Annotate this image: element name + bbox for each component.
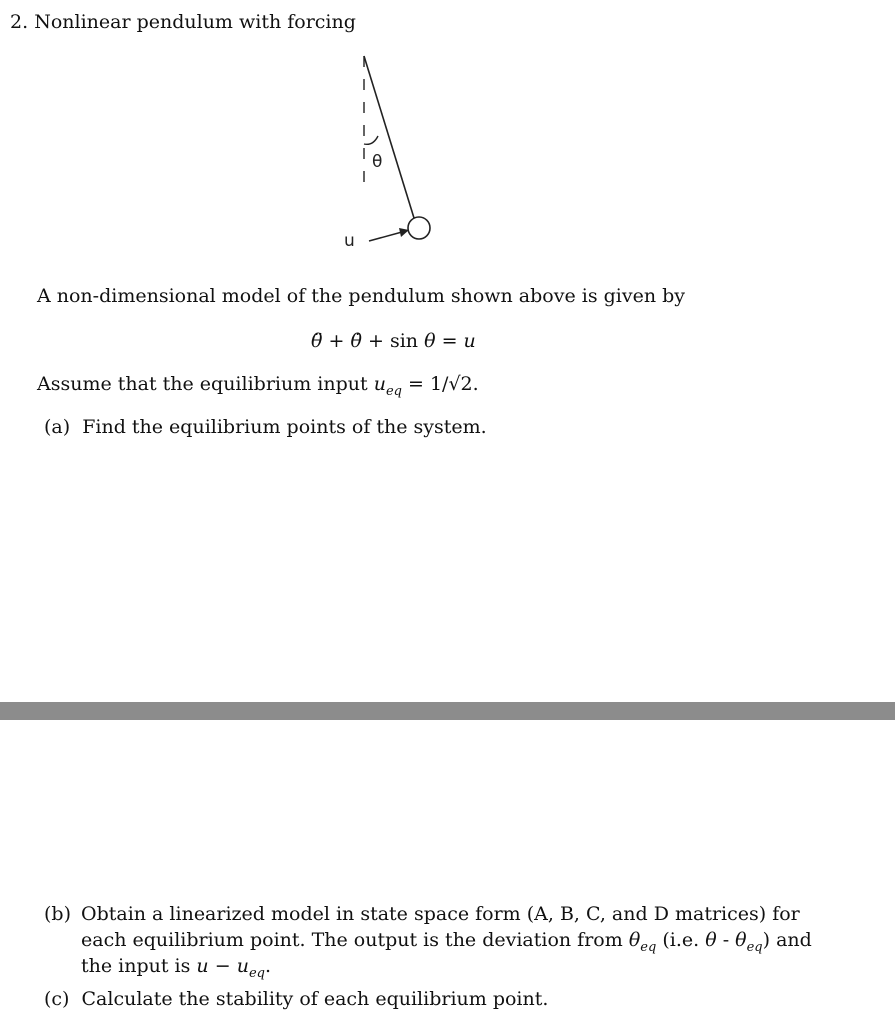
input-label: u (344, 231, 355, 251)
pendulum-rod (364, 56, 414, 218)
force-arrow-shaft (369, 232, 402, 241)
part-c-text: Calculate the stability of each equilibrium point. (81, 988, 549, 1010)
page-divider (0, 702, 895, 720)
u-eq-symbol: u (373, 373, 386, 395)
assumption-text (37, 371, 479, 405)
pendulum-equation (311, 328, 476, 354)
theta-symbol: θ (705, 929, 717, 951)
pendulum-bob (408, 217, 430, 239)
theta-dot: θ̇ (350, 330, 362, 352)
u-eq-value: = 1/√2. (408, 373, 479, 395)
part-c (44, 986, 548, 1012)
sin-function: sin (389, 330, 419, 352)
theta-eq-symbol: θ (628, 929, 641, 951)
u-eq-subscript: eq (385, 384, 402, 399)
problem-heading (10, 9, 356, 35)
part-c-label: (c) (44, 988, 70, 1010)
part-a-label: (a) (44, 416, 71, 438)
ie-text: (i.e. (662, 929, 700, 951)
period: . (264, 955, 271, 977)
intro-text: A non-dimensional model of the pendulum shown above is given by (37, 285, 686, 307)
problem-title: Nonlinear pendulum with forcing (34, 11, 356, 33)
plus-sign: + (328, 330, 345, 352)
equals-sign: = (441, 330, 458, 352)
pendulum-figure (330, 50, 450, 260)
minus-sign: − (214, 955, 231, 977)
assumption-label: Assume that the equilibrium input (37, 373, 368, 395)
theta-eq-subscript: eq (746, 940, 763, 955)
angle-arc (364, 136, 378, 144)
input-symbol: u (463, 330, 476, 352)
part-b-line-1: Obtain a linearized model in state space form (A, B, C, and D matrices) for (81, 903, 800, 925)
theta-eq-symbol: θ (735, 929, 747, 951)
part-b-line-2-end: ) and (762, 929, 812, 951)
theta-symbol: θ (424, 330, 436, 352)
part-b-label: (b) (44, 903, 71, 925)
theta-double-dot: θ̈ (311, 330, 323, 352)
u-eq-symbol: u (236, 955, 249, 977)
problem-number: 2. (10, 11, 29, 33)
part-b-line-3-start: the input is (81, 955, 191, 977)
u-eq-subscript: eq (248, 966, 265, 981)
part-a (44, 414, 487, 440)
theta-eq-subscript: eq (640, 940, 657, 955)
angle-label: θ (372, 152, 383, 172)
dash-symbol: - (722, 929, 730, 951)
u-symbol: u (196, 955, 209, 977)
part-a-text: Find the equilibrium points of the system. (82, 416, 487, 438)
part-b-line-3 (81, 953, 271, 987)
plus-sign: + (367, 330, 384, 352)
part-b-line-2-start: each equilibrium point. The output is the deviation from (81, 929, 623, 951)
